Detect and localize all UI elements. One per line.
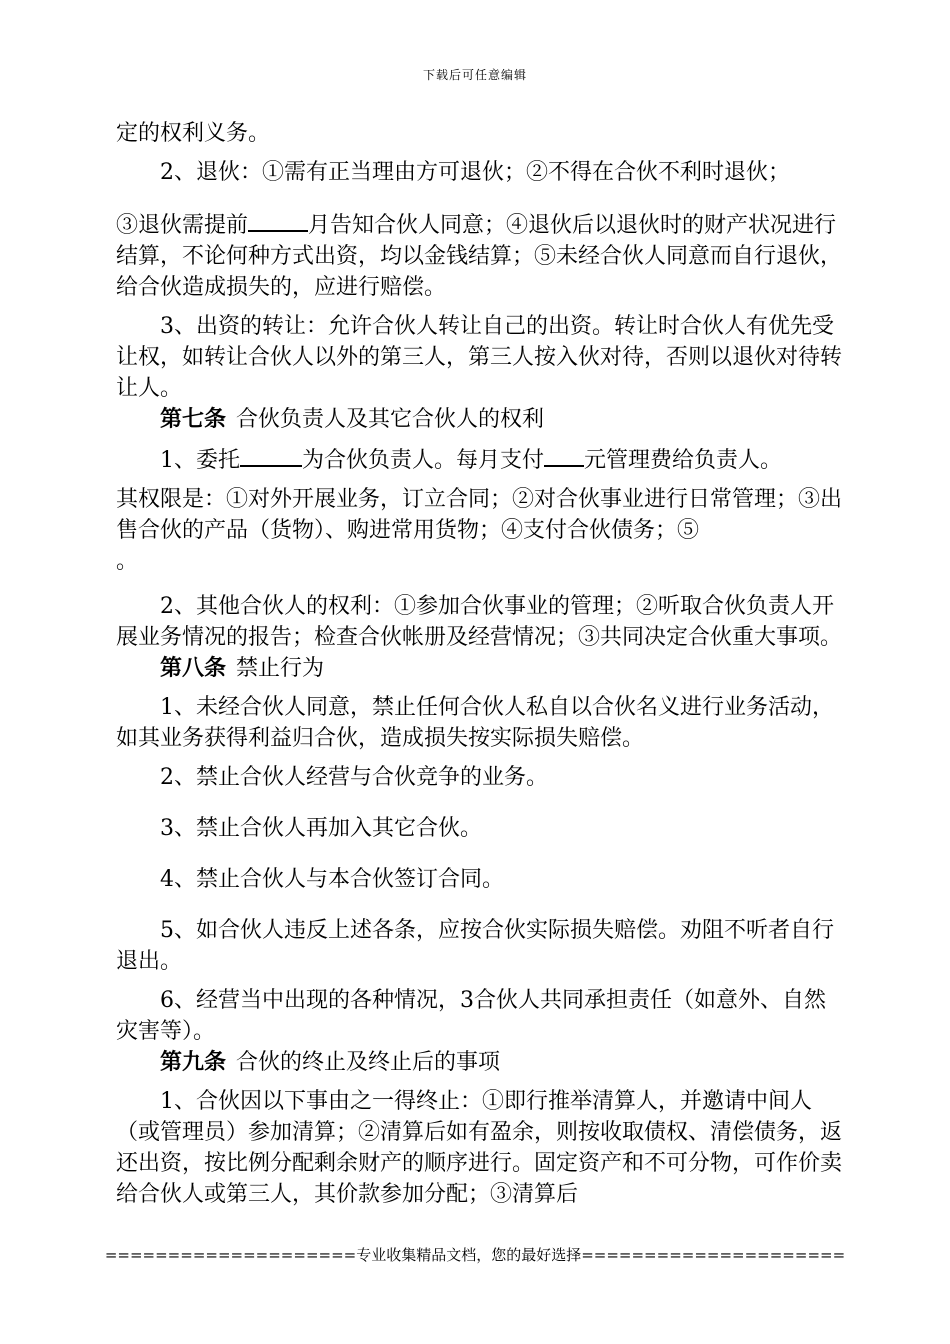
- paragraph-prohibit-2: 2、禁止合伙人经营与合伙竞争的业务。: [160, 765, 548, 790]
- article-7-heading: [116, 404, 842, 435]
- article-9-heading: [116, 1047, 842, 1078]
- article-8-number: 第八条: [160, 655, 227, 681]
- entrust-text-c: 元管理费给负责人。: [584, 448, 783, 473]
- blank-field-manager[interactable]: [240, 443, 302, 467]
- paragraph-1: 定的权利义务。: [116, 121, 271, 146]
- blank-field-months[interactable]: [248, 208, 308, 232]
- article-9-title: 合伙的终止及终止后的事项: [236, 1050, 501, 1075]
- paragraph-other-partners: 2、其他合伙人的权利：①参加合伙事业的管理；②听取合伙负责人开展业务情况的报告；检查合伙帐册及经营情况；③共同决定合伙重大事项。: [116, 594, 843, 650]
- paragraph-entrust: [116, 443, 842, 476]
- paragraph-withdrawal: 2、退伙：①需有正当理由方可退伙；②不得在合伙不利时退伙；: [160, 160, 790, 185]
- withdrawal-text-b: 月告知合伙人同意；④退伙后以退伙时的财产状况进行结算，不论何种方式出资，均以金钱结算；⑤未经合伙人同意而自行退伙，给合伙造成损失的，应进行赔偿。: [116, 213, 843, 300]
- article-7-title: 合伙负责人及其它合伙人的权利: [236, 407, 545, 432]
- paragraph-prohibit-3: 3、禁止合伙人再加入其它合伙。: [160, 816, 482, 841]
- article-9-number: 第九条: [160, 1049, 227, 1075]
- entrust-text-b: 为合伙负责人。每月支付: [302, 448, 545, 473]
- paragraph-termination: 1、合伙因以下事由之一得终止：①即行推举清算人，并邀请中间人（或管理员）参加清算；②清算后如有盈余，则按收取债权、清偿债务，返还出资，按比例分配剩余财产的顺序进行。固定资产和不可分物，可作价卖给合伙人或第三人，其价款参加分配；③清算后: [116, 1089, 843, 1207]
- paragraph-authority-end: 。: [116, 549, 139, 574]
- paragraph-prohibit-1: 1、未经合伙人同意，禁止任何合伙人私自以合伙名义进行业务活动，如其业务获得利益归合伙，造成损失按实际损失赔偿。: [116, 695, 834, 751]
- entrust-text-a: 1、委托: [160, 448, 240, 473]
- paragraph-transfer: 3、出资的转让：允许合伙人转让自己的出资。转让时合伙人有优先受让权，如转让合伙人以外的第三人，第三人按入伙对待，否则以退伙对待转让人。: [116, 314, 843, 401]
- article-7-number: 第七条: [160, 406, 227, 432]
- article-8-heading: [116, 653, 842, 684]
- paragraph-prohibit-6: 6、经营当中出现的各种情况，3合伙人共同承担责任（如意外、自然灾害等）。: [116, 988, 826, 1044]
- article-8-title: 禁止行为: [236, 656, 325, 681]
- withdrawal-text-a: ③退伙需提前: [116, 213, 249, 238]
- blank-field-fee[interactable]: [544, 443, 584, 467]
- paragraph-authority: 其权限是：①对外开展业务，订立合同；②对合伙事业进行日常管理；③出售合伙的产品（货物）、购进常用货物；④支付合伙债务；⑤: [116, 487, 843, 543]
- document-body: [116, 118, 842, 1210]
- page-footer: ====================专业收集精品文档，您的最好选择=====================: [104, 1246, 846, 1264]
- paragraph-withdrawal-notice: [116, 208, 842, 303]
- paragraph-prohibit-4: 4、禁止合伙人与本合伙签订合同。: [160, 867, 504, 892]
- paragraph-prohibit-5: 5、如合伙人违反上述各条，应按合伙实际损失赔偿。劝阻不听者自行退出。: [116, 918, 834, 974]
- page-header: 下载后可任意编辑: [422, 68, 527, 82]
